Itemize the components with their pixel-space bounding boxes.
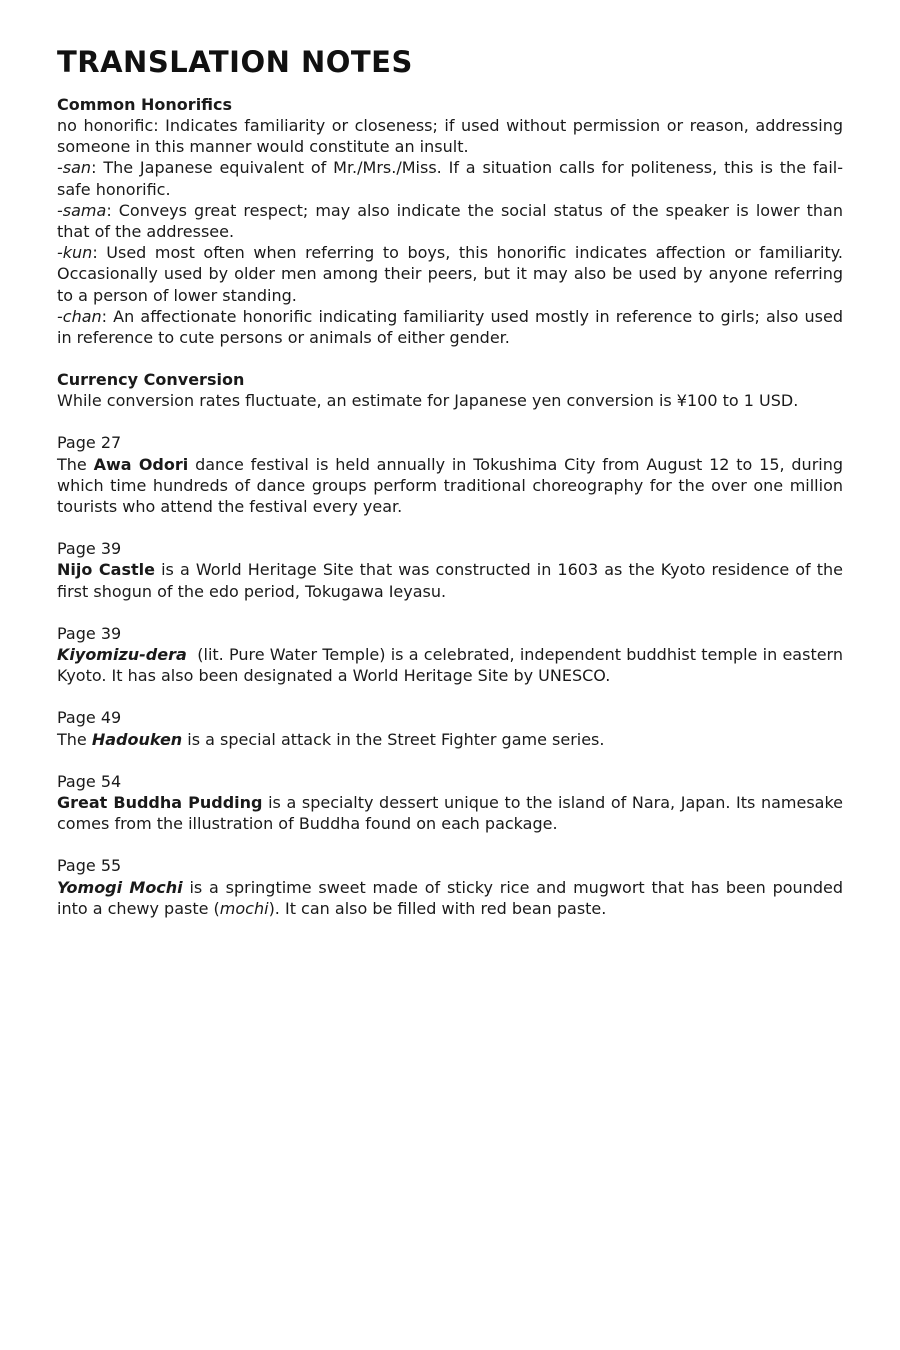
note-term: Great Buddha Pudding — [57, 793, 263, 813]
document-page — [57, 44, 849, 940]
currency-text: While conversion rates fluctuate, an estimate for Japanese yen conversion is ¥100 to 1 USD. — [57, 391, 799, 411]
page-title: TRANSLATION NOTES — [57, 45, 413, 79]
note-term: Yomogi Mochi — [57, 877, 183, 897]
note-term: Awa Odori — [93, 454, 189, 474]
note-post: is a springtime sweet made of sticky rice and mugwort that has been pounded into a chewy paste ( — [57, 877, 843, 918]
note-page-ref: Page 39 — [57, 539, 122, 559]
honorific-term: -san — [57, 158, 92, 178]
note-term: Nijo Castle — [57, 560, 155, 580]
note-term: Kiyomizu-dera — [57, 645, 187, 665]
honorific-term: -chan — [57, 306, 102, 326]
note-page-55 — [57, 855, 843, 919]
honorific-term: -sama — [57, 200, 107, 220]
note-pre: The — [57, 729, 92, 749]
honorific-text: : Conveys great respect; may also indicate the social status of the speaker is lower than that of the addressee. — [57, 200, 843, 242]
honorific-item — [57, 200, 843, 242]
honorific-item — [57, 306, 843, 348]
note-post: dance festival is held annually in Tokushima City from August 12 to 15, during which time hundreds of dance groups perform traditional choreography for the over one million tourists who attend the festival every year. — [57, 454, 844, 517]
note-text — [57, 644, 849, 686]
note-pre: The — [57, 454, 94, 474]
note-post: ). It can also be filled with red bean paste. — [268, 898, 607, 918]
note-page-27 — [57, 432, 843, 517]
note-page-39-a — [57, 538, 843, 602]
honorifics-heading: Common Honorifics — [57, 95, 233, 114]
note-page-54 — [57, 771, 843, 835]
honorific-text: : The Japanese equivalent of Mr./Mrs./Miss. If a situation calls for politeness, this is the fail-safe honorific. — [57, 158, 843, 199]
honorific-lead: no honorific — [57, 116, 154, 135]
honorific-text: : Used most often when referring to boys, this honorific indicates affection or familiarity. Occasionally used by older men among their peers, but it may also be used by anyone referring to a person of lower standing. — [57, 243, 843, 305]
honorific-item — [57, 115, 843, 157]
note-italic-word: mochi — [219, 898, 269, 918]
honorific-item — [57, 242, 843, 306]
honorific-text: : An affectionate honorific indicating familiarity used mostly in reference to girls; also used in reference to cute persons or animals of either gender. — [57, 306, 843, 348]
honorific-item — [57, 157, 843, 199]
note-page-ref: Page 49 — [57, 708, 122, 728]
note-post: is a World Heritage Site that was constructed in 1603 as the Kyoto residence of the first shogun of the edo period, Tokugawa Ieyasu. — [57, 560, 844, 601]
honorific-term: -kun — [57, 243, 93, 263]
note-page-ref: Page 27 — [57, 433, 122, 453]
note-post: (lit. Pure Water Temple) is a celebrated, independent buddhist temple in eastern Kyoto. It has also been designated a World Heritage Site by UNESCO. — [57, 645, 849, 686]
note-page-ref: Page 54 — [57, 771, 122, 791]
note-page-39-b — [57, 623, 849, 687]
note-page-ref: Page 55 — [57, 856, 122, 876]
note-text — [57, 792, 843, 834]
note-page-49 — [57, 707, 843, 749]
currency-heading: Currency Conversion — [57, 370, 245, 390]
note-post: is a special attack in the Street Fighter game series. — [182, 729, 605, 749]
note-page-ref: Page 39 — [57, 623, 122, 643]
note-text — [57, 729, 843, 750]
note-text — [57, 454, 843, 518]
note-term: Hadouken — [91, 729, 183, 749]
currency-section — [57, 369, 843, 411]
honorific-text: : Indicates familiarity or closeness; if used without permission or reason, addressing someone in this manner would constitute an insult. — [57, 116, 843, 157]
note-text — [57, 559, 843, 601]
note-text — [57, 877, 843, 919]
honorifics-section — [57, 94, 843, 348]
note-post: is a specialty dessert unique to the island of Nara, Japan. Its namesake comes from the illustration of Buddha found on each package. — [57, 793, 843, 834]
